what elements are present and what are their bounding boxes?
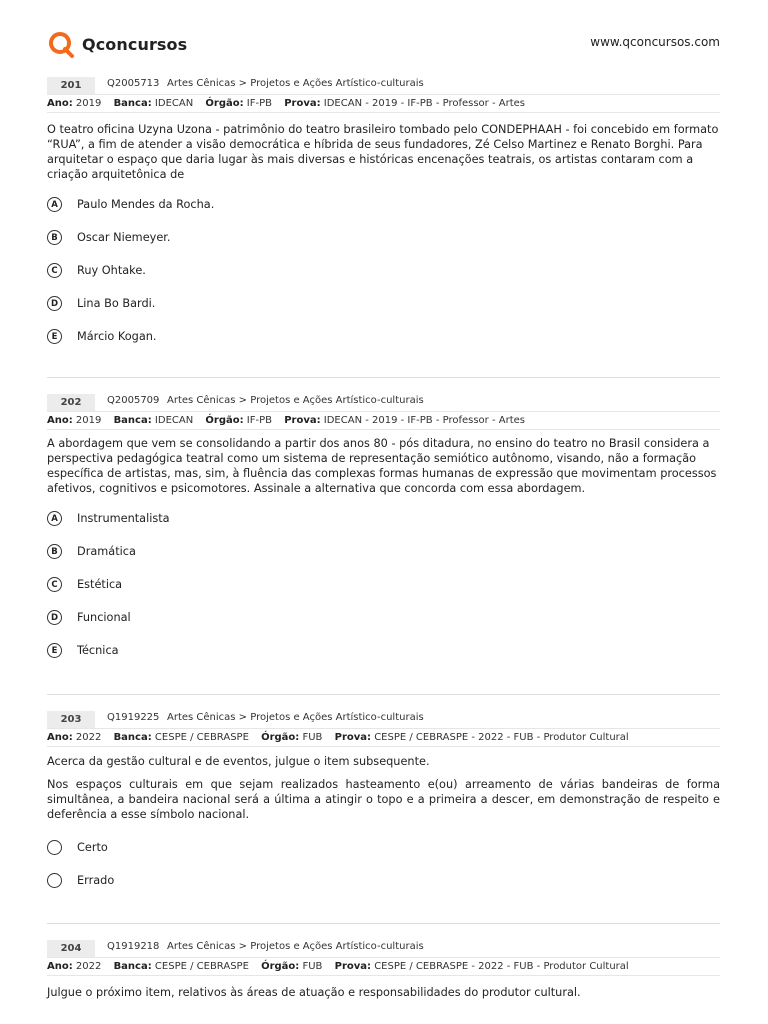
- question-category[interactable]: Artes Cênicas > Projetos e Ações Artístico-culturais: [167, 78, 424, 89]
- question-number: 202: [47, 394, 95, 411]
- orgao-label: Órgão:: [261, 732, 300, 743]
- option-a[interactable]: [47, 188, 720, 221]
- banca-label: Banca:: [113, 98, 152, 109]
- prova-value: CESPE / CEBRASPE - 2022 - FUB - Produtor Cultural: [374, 732, 629, 743]
- question-meta: [47, 412, 720, 430]
- option-letter-circle[interactable]: E: [47, 643, 62, 658]
- option-b[interactable]: [47, 535, 720, 568]
- question-card: [47, 940, 720, 1000]
- option-text: Certo: [77, 841, 108, 854]
- answer-options: [47, 831, 720, 897]
- question-statement: [47, 985, 720, 1000]
- option-certo[interactable]: [47, 831, 720, 864]
- option-letter-circle[interactable]: E: [47, 329, 62, 344]
- answer-options: [47, 502, 720, 667]
- statement-paragraph: A abordagem que vem se consolidando a partir dos anos 80 - pós ditadura, no ensino do teatro no Brasil considera a perspectiva pedagógica teatral como um sistema de representação semiótico autônomo, visando, não a formação específica de artistas, mas, sim, à fluência das complexas formas humanas de expressão que movimentam processos afetivos, cognitivos e psicomotores. Assinale a alternativa que concorda com essa abordagem.: [47, 437, 717, 495]
- question-number: 201: [47, 77, 95, 94]
- orgao-value: IF-PB: [246, 415, 272, 426]
- banca-value: CESPE / CEBRASPE: [154, 732, 249, 743]
- question-id[interactable]: Q1919225: [107, 712, 160, 723]
- option-text: Funcional: [77, 611, 131, 624]
- banca-value: IDECAN: [154, 415, 194, 426]
- statement-paragraph: Nos espaços culturais em que sejam realizados hasteamento e(ou) arreamento de várias bandeiras de forma simultânea, a bandeira nacional será a última a atingir o topo e a primeira a descer, em demonstração de respeito e deferência a esse símbolo nacional.: [47, 778, 720, 821]
- option-letter-circle[interactable]: D: [47, 296, 62, 311]
- option-text: Márcio Kogan.: [77, 330, 157, 343]
- statement-intro: Acerca da gestão cultural e de eventos, julgue o item subsequente.: [47, 755, 430, 768]
- option-errado[interactable]: [47, 864, 720, 897]
- banca-label: Banca:: [113, 732, 152, 743]
- ano-value: 2022: [75, 961, 102, 972]
- question-divider: [47, 377, 720, 378]
- qconcursos-logo-icon: [47, 30, 75, 58]
- question-statement: [47, 754, 720, 822]
- prova-value: IDECAN - 2019 - IF-PB - Professor - Artes: [323, 415, 525, 426]
- option-letter-circle[interactable]: A: [47, 197, 62, 212]
- question-topbar: [47, 940, 720, 958]
- prova-label: Prova:: [334, 732, 372, 743]
- option-e[interactable]: [47, 320, 720, 353]
- option-c[interactable]: [47, 568, 720, 601]
- question-divider: [47, 694, 720, 695]
- option-a[interactable]: [47, 502, 720, 535]
- ano-value: 2022: [75, 732, 102, 743]
- question-card: [47, 77, 720, 353]
- option-b[interactable]: [47, 221, 720, 254]
- option-e[interactable]: [47, 634, 720, 667]
- question-card: [47, 711, 720, 897]
- option-letter-circle[interactable]: A: [47, 511, 62, 526]
- prova-value: CESPE / CEBRASPE - 2022 - FUB - Produtor Cultural: [374, 961, 629, 972]
- ano-label: Ano:: [47, 415, 73, 426]
- question-meta: [47, 729, 720, 747]
- prova-label: Prova:: [284, 415, 321, 426]
- brand-name: Qconcursos: [82, 34, 188, 54]
- question-topbar: [47, 77, 720, 95]
- question-topbar: [47, 711, 720, 729]
- orgao-value: FUB: [302, 961, 323, 972]
- brand-logo[interactable]: [47, 30, 187, 58]
- prova-label: Prova:: [334, 961, 372, 972]
- question-meta: [47, 95, 720, 113]
- ano-value: 2019: [75, 415, 102, 426]
- site-url[interactable]: www.qconcursos.com: [590, 35, 720, 49]
- option-text: Oscar Niemeyer.: [77, 231, 171, 244]
- question-topbar: [47, 394, 720, 412]
- option-text: Estética: [77, 578, 123, 591]
- option-text: Paulo Mendes da Rocha.: [77, 198, 215, 211]
- option-d[interactable]: [47, 601, 720, 634]
- orgao-label: Órgão:: [205, 98, 244, 109]
- option-c[interactable]: [47, 254, 720, 287]
- ano-label: Ano:: [47, 732, 73, 743]
- option-letter-circle[interactable]: B: [47, 544, 62, 559]
- question-divider: [47, 923, 720, 924]
- option-letter-circle[interactable]: C: [47, 263, 62, 278]
- option-text: Instrumentalista: [77, 512, 170, 525]
- orgao-value: IF-PB: [246, 98, 272, 109]
- ano-label: Ano:: [47, 961, 73, 972]
- question-card: [47, 394, 720, 667]
- banca-label: Banca:: [113, 961, 152, 972]
- orgao-label: Órgão:: [205, 415, 244, 426]
- question-number: 204: [47, 940, 95, 957]
- question-category[interactable]: Artes Cênicas > Projetos e Ações Artístico-culturais: [167, 941, 424, 952]
- question-id[interactable]: Q2005709: [107, 395, 160, 406]
- option-text: Dramática: [77, 545, 136, 558]
- banca-label: Banca:: [113, 415, 152, 426]
- option-d[interactable]: [47, 287, 720, 320]
- question-meta: [47, 958, 720, 976]
- orgao-value: FUB: [302, 732, 323, 743]
- option-text: Lina Bo Bardi.: [77, 297, 156, 310]
- option-letter-circle[interactable]: C: [47, 577, 62, 592]
- question-category[interactable]: Artes Cênicas > Projetos e Ações Artístico-culturais: [167, 395, 424, 406]
- option-letter-circle[interactable]: D: [47, 610, 62, 625]
- question-statement: [47, 436, 720, 496]
- question-id[interactable]: Q2005713: [107, 78, 160, 89]
- question-statement: [47, 122, 720, 182]
- question-category[interactable]: Artes Cênicas > Projetos e Ações Artístico-culturais: [167, 712, 424, 723]
- option-text: Ruy Ohtake.: [77, 264, 146, 277]
- statement-paragraph: O teatro oficina Uzyna Uzona - patrimônio do teatro brasileiro tombado pelo CONDEPHAAH - foi concebido em formato “RUA”, a fim de atender a visão democrática e híbrida de seus fundadores, Zé Celso Martinez e Renato Borghi. Para arquitetar o espaço que daria lugar às mais diversas e históricas encenações teatrais, os artistas contaram com a criação arquitetônica de: [47, 123, 719, 181]
- ano-value: 2019: [75, 98, 102, 109]
- radio-circle-icon[interactable]: [47, 840, 62, 855]
- radio-circle-icon[interactable]: [47, 873, 62, 888]
- option-letter-circle[interactable]: B: [47, 230, 62, 245]
- ano-label: Ano:: [47, 98, 73, 109]
- answer-options: [47, 188, 720, 353]
- prova-label: Prova:: [284, 98, 321, 109]
- question-number: 203: [47, 711, 95, 728]
- banca-value: CESPE / CEBRASPE: [154, 961, 249, 972]
- statement-paragraph: Julgue o próximo item, relativos às áreas de atuação e responsabilidades do produtor cultural.: [47, 986, 581, 999]
- page-header: [0, 0, 768, 70]
- prova-value: IDECAN - 2019 - IF-PB - Professor - Artes: [323, 98, 525, 109]
- banca-value: IDECAN: [154, 98, 194, 109]
- question-id[interactable]: Q1919218: [107, 941, 160, 952]
- option-text: Técnica: [77, 644, 119, 657]
- option-text: Errado: [77, 874, 115, 887]
- orgao-label: Órgão:: [261, 961, 300, 972]
